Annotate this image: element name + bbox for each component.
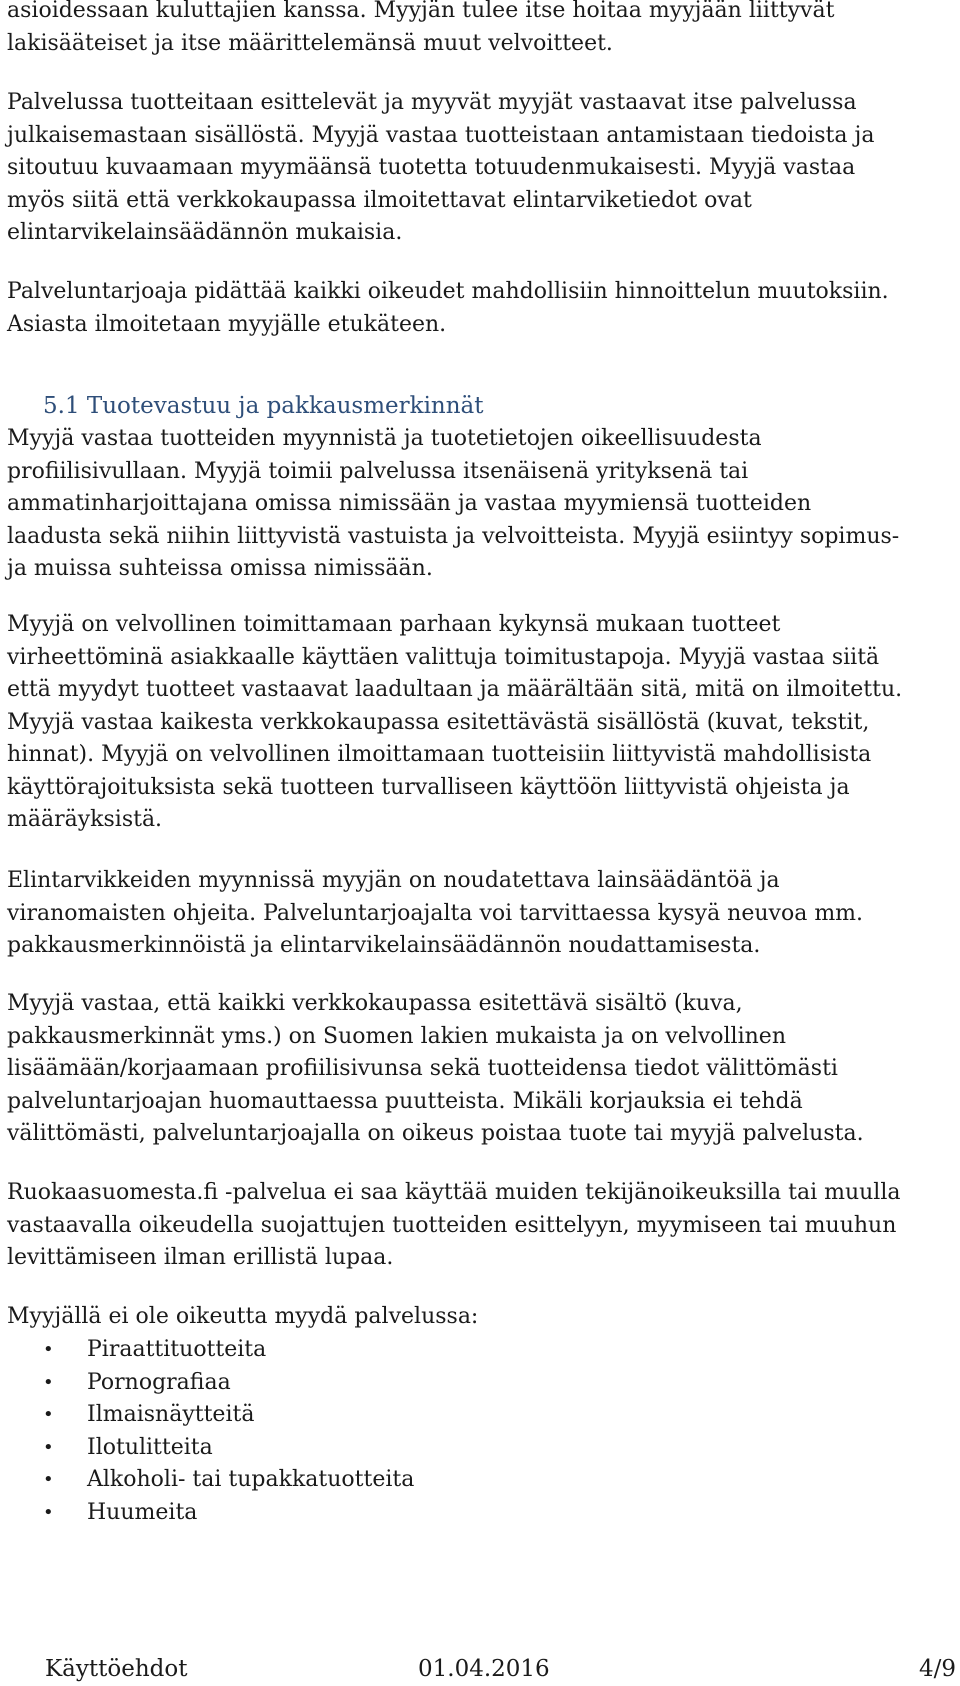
list-item <box>7 1399 414 1432</box>
list-item <box>7 1432 414 1465</box>
paragraph: Palveluntarjoaja pidättää kaikki oikeudet mahdollisiin hinnoittelun muutoksiin. Asiasta ilmoitetaan myyjälle etukäteen. <box>7 279 889 337</box>
list-item-label: Huumeita <box>87 1499 198 1525</box>
bullet-icon: • <box>43 1501 54 1523</box>
paragraph: Elintarvikkeiden myynnissä myyjän on noudatettava lainsäädäntöä ja viranomaisten ohjeita. Palveluntarjoajalta voi tarvittaessa kysyä neuvoa mm. pakkausmerkinnöistä ja elintarvikelainsäädännön noudattamisesta. <box>7 868 864 958</box>
page-footer <box>0 1652 960 1686</box>
footer-page-number: 4/9 <box>918 1656 956 1682</box>
section-heading: 5.1 Tuotevastuu ja pakkausmerkinnät <box>43 393 484 419</box>
list-item <box>7 1334 414 1367</box>
bullet-icon: • <box>43 1404 54 1425</box>
bullet-icon: • <box>43 1436 54 1458</box>
list-item-label: Alkoholi- tai tupakkatuotteita <box>87 1467 415 1492</box>
paragraph: asioidessaan kuluttajien kanssa. Myyjän tulee itse hoitaa myyjään liittyvät lakisääteiset ja itse määrittelemänsä muut velvoitteet. <box>7 0 835 56</box>
bullet-icon: • <box>43 1339 54 1360</box>
paragraph: Myyjä vastaa tuotteiden myynnistä ja tuotetietojen oikeellisuudesta profiilisivullaan. Myyjä toimii palvelussa itsenäisenä yrityksenä tai ammatinharjoittajana omissa nimissään ja vastaa myymiensä tuotteiden laadusta sekä niihin liittyvistä vastuista ja velvoitteista. Myyjä esiintyy sopimus- ja muissa suhteissa omissa nimissään. <box>7 426 900 581</box>
paragraph: Myyjä vastaa, että kaikki verkkokaupassa esitettävä sisältö (kuva, pakkausmerkinnät yms.) on Suomen lakien mukaista ja on velvollinen lisäämään/korjaamaan profiilisivunsa sekä tuotteidensa tiedot välittömästi palveluntarjoajan huomauttaessa puutteista. Mikäli korjauksia ei tehdä välittömästi, palveluntarjoajalla on oikeus poistaa tuote tai myyjä palvelusta. <box>7 991 864 1146</box>
list-item-label: Piraattituotteita <box>87 1337 267 1362</box>
paragraph: Palvelussa tuotteitaan esittelevät ja myyvät myyjät vastaavat itse palvelussa julkaisemastaan sisällöstä. Myyjä vastaa tuotteistaan antamistaan tiedoista ja sitoutuu kuvaamaan myymäänsä tuotetta totuudenmukaisesti. Myyjä vastaa myös siitä että verkkokaupassa ilmoitettavat elintarviketiedot ovat elintarvikelainsäädännön mukaisia. <box>7 90 875 245</box>
list-item-label: Ilmaisnäytteitä <box>87 1402 255 1427</box>
footer-document-title: Käyttöehdot <box>45 1656 188 1682</box>
list-item-label: Ilotulitteita <box>87 1434 213 1460</box>
list-item-label: Pornografiaa <box>87 1369 231 1395</box>
prohibited-items-list <box>7 1334 414 1529</box>
list-intro: Myyjällä ei ole oikeutta myydä palvelussa: <box>7 1304 479 1329</box>
bullet-icon: • <box>43 1371 54 1393</box>
bullet-icon: • <box>43 1469 54 1490</box>
footer-date: 01.04.2016 <box>418 1656 550 1682</box>
list-item <box>7 1497 414 1530</box>
paragraph: Myyjä on velvollinen toimittamaan parhaan kykynsä mukaan tuotteet virheettöminä asiakkaalle käyttäen valittuja toimitustapoja. Myyjä vastaa siitä että myydyt tuotteet vastaavat laadultaan ja määrältään sitä, mitä on ilmoitettu. Myyjä vastaa kaikesta verkkokaupassa esitettävästä sisällöstä (kuvat, tekstit, hinnat). Myyjä on velvollinen ilmoittamaan tuotteisiin liittyvistä mahdollisista käyttörajoituksista sekä tuotteen turvalliseen käyttöön liittyvistä ohjeista ja määräyksistä. <box>7 612 903 832</box>
paragraph: Ruokaasuomesta.fi -palvelua ei saa käyttää muiden tekijänoikeuksilla tai muulla vastaavalla oikeudella suojattujen tuotteiden esittelyyn, myymiseen tai muuhun levittämiseen ilman erillistä lupaa. <box>7 1180 901 1270</box>
list-item <box>7 1464 414 1497</box>
list-item <box>7 1367 414 1400</box>
